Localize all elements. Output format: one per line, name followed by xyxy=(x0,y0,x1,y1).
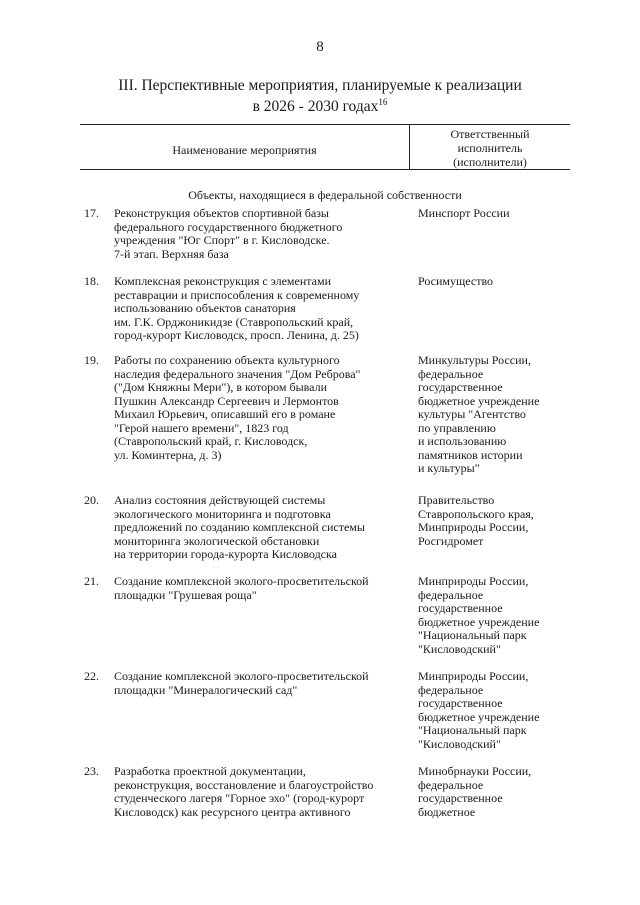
column-header-name: Наименование мероприятия xyxy=(172,143,317,157)
page-number: 8 xyxy=(316,39,324,55)
row-responsible: Минприроды России, федеральное государственное бюджетное учреждение "Национальный парк "Кисловодский" xyxy=(418,669,540,751)
row-number: 23. xyxy=(84,764,99,778)
row-number: 21. xyxy=(84,574,99,588)
row-responsible: Минкультуры России, федеральное государственное бюджетное учреждение культуры "Агентство по управлению и использованию памятников истории и культуры" xyxy=(418,353,540,475)
section-title-line-1: III. Перспективные мероприятия, планируемые к реализации xyxy=(118,77,522,94)
row-responsible: Росимущество xyxy=(418,274,494,288)
section-title xyxy=(0,77,640,115)
row-description: Разработка проектной документации, реконструкция, восстановление и благоустройство студенческого лагеря "Горное эхо" (город-курорт Кисловодск) как ресурсного центра активного xyxy=(114,764,374,819)
row-number: 17. xyxy=(84,206,99,220)
row-description: Создание комплексной эколого-просветительской площадки "Минералогический сад" xyxy=(114,669,369,697)
row-description: Создание комплексной эколого-просветительской площадки "Грушевая роща" xyxy=(114,574,369,602)
row-description: Реконструкция объектов спортивной базы федерального государственного бюджетного учреждения "Юг Спорт" в г. Кисловодске. 7-й этап. Верхняя база xyxy=(114,206,343,261)
section-title-line-2 xyxy=(0,94,640,115)
row-responsible: Минприроды России, федеральное государственное бюджетное учреждение "Национальный парк "Кисловодский" xyxy=(418,574,540,656)
row-number: 18. xyxy=(84,274,99,288)
section-title-years: в 2026 - 2030 годах xyxy=(252,98,379,116)
column-divider xyxy=(409,124,410,169)
row-responsible: Минспорт России xyxy=(418,206,510,220)
table-header xyxy=(80,124,570,170)
row-number: 22. xyxy=(84,669,99,683)
row-responsible: Минобрнауки России, федеральное государственное бюджетное xyxy=(418,764,532,819)
row-number: 19. xyxy=(84,353,99,367)
group-heading: Объекты, находящиеся в федеральной собственности xyxy=(188,188,462,202)
column-header-responsible: Ответственный исполнитель (исполнители) xyxy=(450,127,530,169)
row-responsible: Правительство Ставропольского края, Минприроды России, Росгидромет xyxy=(418,493,534,548)
row-description: Комплексная реконструкция с элементами реставрации и приспособления к современному использованию объектов санатория им. Г.К. Орджоникидзе (Ставропольский край, город-курорт Кисловодск, просп. Ленина, д. 25) xyxy=(114,274,360,342)
footnote-reference[interactable]: 16 xyxy=(378,97,388,107)
row-number: 20. xyxy=(84,493,99,507)
row-description: Работы по сохранению объекта культурного наследия федерального значения "Дом Реброва" ("Дом Княжны Мери"), в котором бывали Пушкин Александр Сергеевич и Лермонтов Михаил Юрьевич, описавший его в романе "Герой нашего времени", 1823 год (Ставропольский край, г. Кисловодск, ул. Коминтерна, д. 3) xyxy=(114,353,361,462)
row-description: Анализ состояния действующей системы экологического мониторинга и подготовка предложений по созданию комплексной системы мониторинга экологической обстановки на территории города-курорта Кисловодска xyxy=(114,493,365,561)
